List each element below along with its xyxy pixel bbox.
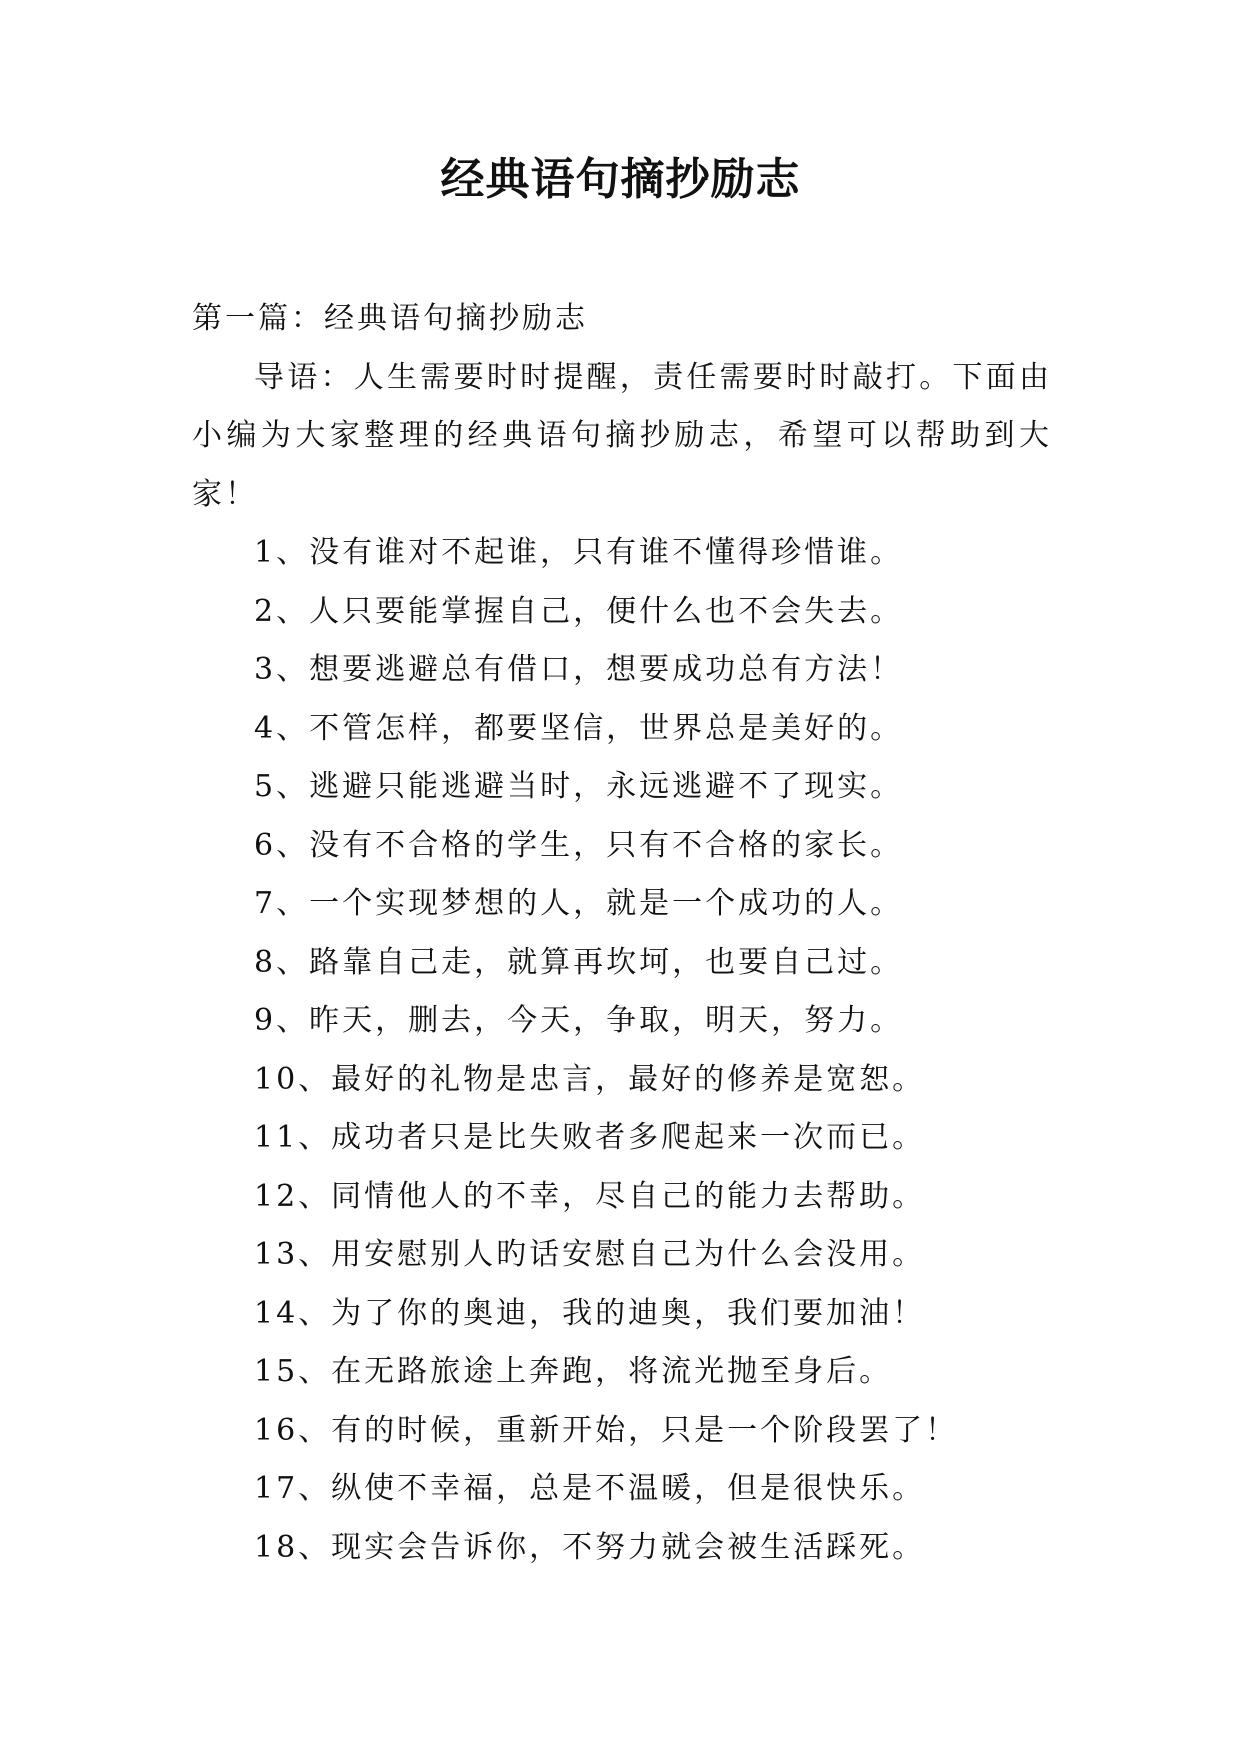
quote-item: 2、人只要能掌握自己，便什么也不会失去。: [254, 593, 904, 629]
intro-paragraph: 导语：人生需要时时提醒，责任需要时时敲打。下面由小编为大家整理的经典语句摘抄励志，希望可以帮助到大家！: [192, 359, 1052, 512]
quote-item: 13、用安慰别人旳话安慰自己为什么会没用。: [254, 1237, 926, 1272]
quote-item: 10、最好的礼物是忠言，最好的修养是宽恕。: [254, 1061, 926, 1097]
document-body: [192, 290, 1052, 1577]
quote-item: 16、有的时候，重新开始，只是一个阶段罢了！: [254, 1412, 959, 1448]
document-title: 经典语句摘抄励志: [440, 154, 801, 205]
quote-item: 15、在无路旅途上奔跑，将流光抛至身后。: [254, 1354, 893, 1389]
quote-item: 8、路靠自己走，就算再坎坷，也要自己过。: [254, 944, 904, 980]
section-title: 第一篇：经典语句摘抄励志: [192, 301, 588, 336]
quote-item: 14、为了你的奥迪，我的迪奥，我们要加油！: [254, 1295, 926, 1331]
quote-list: [192, 524, 1052, 1577]
quote-item: 12、同情他人的不幸，尽自己的能力去帮助。: [254, 1178, 926, 1214]
quote-item: 6、没有不合格的学生，只有不合格的家长。: [254, 827, 904, 863]
quote-item: 9、昨天，删去，今天，争取，明天，努力。: [254, 1003, 904, 1038]
quote-item: 18、现实会告诉你，不努力就会被生活踩死。: [254, 1529, 926, 1565]
quote-item: 11、成功者只是比失败者多爬起来一次而已。: [254, 1120, 926, 1155]
quote-item: 7、一个实现梦想的人，就是一个成功的人。: [254, 886, 904, 921]
quote-item: 5、逃避只能逃避当时，永远逃避不了现实。: [254, 769, 904, 804]
quote-item: 17、纵使不幸福，总是不温暖，但是很快乐。: [254, 1471, 926, 1506]
quote-item: 4、不管怎样，都要坚信，世界总是美好的。: [254, 710, 904, 746]
quote-item: 3、想要逃避总有借口，想要成功总有方法！: [254, 652, 904, 687]
quote-item: 1、没有谁对不起谁，只有谁不懂得珍惜谁。: [254, 535, 904, 570]
